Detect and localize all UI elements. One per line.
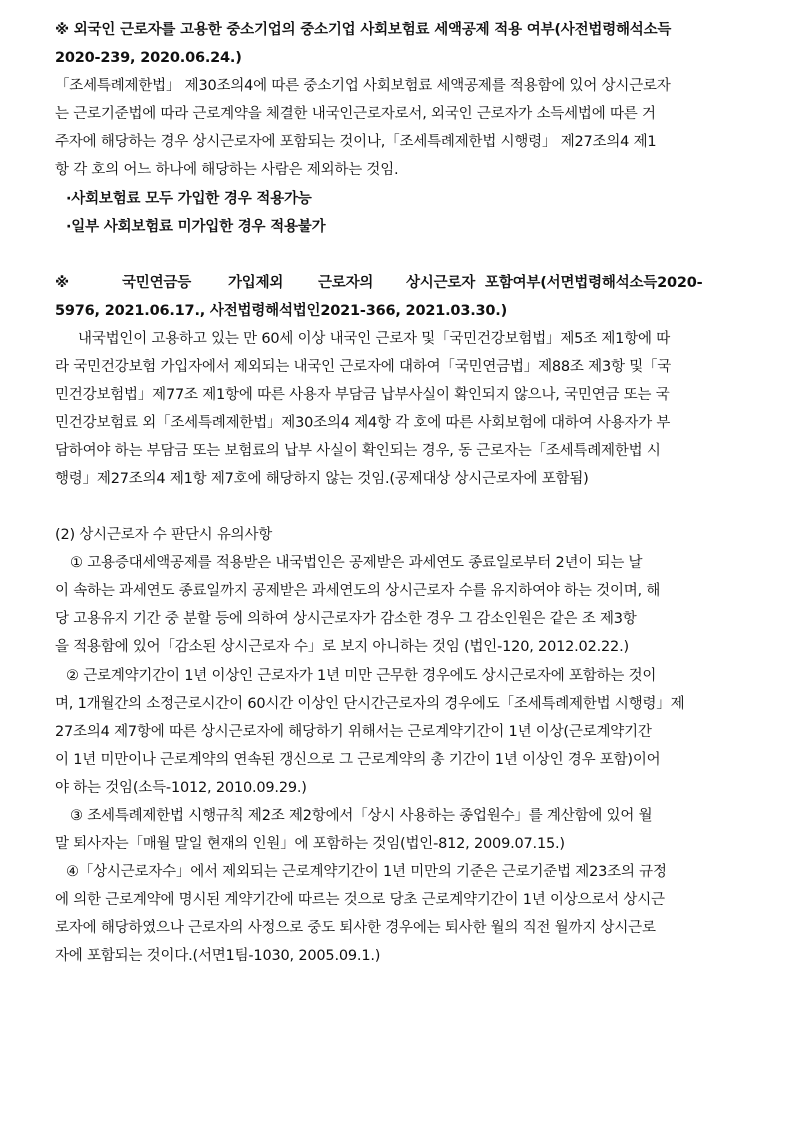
section2-heading-line-2: 5976, 2021.06.17., 사전법령해석법인2021-366, 2021.03.30.) [55,303,508,319]
section2-body-line-4: 민건강보험료 외「조세특례제한법」제30조의4 제4항 각 호에 따른 사회보험에 대하여 사용자가 부 [55,415,671,431]
section2-body-line-5: 담하여야 하는 부담금 또는 보험료의 납부 사실이 확인되는 경우, 동 근로자는「조세특례제한법 시 [55,443,661,459]
item1-line-2: 이 속하는 과세연도 종료일까지 공제받은 과세연도의 상시근로자 수를 유지하여야 하는 것이며, 해 [55,583,661,599]
section2-body-line-3: 민건강보험법」제77조 제1항에 따른 사용자 부담금 납부사실이 확인되지 않으나, 국민연금 또는 국 [55,387,670,403]
section1-body-line-3: 주자에 해당하는 경우 상시근로자에 포함되는 것이나,「조세특례제한법 시행령」 제27조의4 제1 [55,134,657,150]
item2-line-2: 며, 1개월간의 소정근로시간이 60시간 이상인 단시간근로자의 경우에도「조세특례제한법 시행령」제 [55,696,685,712]
item2-line-1: ② 근로계약기간이 1년 이상인 근로자가 1년 미만 근무한 경우에도 상시근로자에 포함하는 것이 [66,668,657,684]
section3-heading: (2) 상시근로자 수 판단시 유의사항 [55,527,273,543]
item4-line-4: 자에 포함되는 것이다.(서면1팀-1030, 2005.09.1.) [55,948,381,964]
section1-body-line-2: 는 근로기준법에 따라 근로계약을 체결한 내국인근로자로서, 외국인 근로자가 소득세법에 따른 거 [55,106,656,122]
item4-line-1: ④「상시근로자수」에서 제외되는 근로계약기간이 1년 미만의 기준은 근로기준법 제23조의 규정 [66,864,667,880]
item1-line-1: ① 고용증대세액공제를 적용받은 내국법인은 공제받은 과세연도 종료일로부터 2년이 되는 날 [70,555,643,571]
item1-line-4: 을 적용함에 있어「감소된 상시근로자 수」로 보지 아니하는 것임 (법인-120, 2012.02.22.) [55,639,629,655]
section1-heading-line-1: ※ 외국인 근로자를 고용한 중소기업의 중소기업 사회보험료 세액공제 적용 여부(사전법령해석소득 [55,22,672,38]
section1-body-line-1: 「조세특례제한법」 제30조의4에 따른 중소기업 사회보험료 세액공제를 적용함에 있어 상시근로자 [55,78,671,94]
section2-body-line-2: 라 국민건강보험 가입자에서 제외되는 내국인 근로자에 대하여「국민연금법」제88조 제3항 및「국 [55,359,672,375]
section2-heading-word-2: 가입제외 [228,275,284,291]
section2-heading-word-4: 상시근로자 [406,275,476,291]
item3-line-2: 말 퇴사자는「매월 말일 현재의 인원」에 포함하는 것임(법인-812, 2009.07.15.) [55,836,565,852]
section1-body-line-4: 항 각 호의 어느 하나에 해당하는 사람은 제외하는 것임. [55,162,399,178]
item2-line-3: 27조의4 제7항에 따른 상시근로자에 해당하기 위해서는 근로계약기간이 1년 이상(근로계약기간 [55,724,652,740]
item4-line-2: 에 의한 근로계약에 명시된 계약기간에 따르는 것으로 당초 근로계약기간이 1년 이상으로서 상시근 [55,892,665,908]
item1-line-3: 당 고용유지 기간 중 분할 등에 의하여 상시근로자가 감소한 경우 그 감소인원은 같은 조 제3항 [55,611,637,627]
section2-body-line-6: 행령」제27조의4 제1항 제7호에 해당하지 않는 것임.(공제대상 상시근로자에 포함됨) [55,471,589,487]
section2-heading-mark: ※ [55,275,69,291]
section2-heading-word-3: 근로자의 [318,275,374,291]
section1-heading-line-2: 2020-239, 2020.06.24.) [55,50,242,66]
item2-line-5: 야 하는 것임(소득-1012, 2010.09.29.) [55,780,307,796]
item4-line-3: 로자에 해당하였으나 근로자의 사정으로 중도 퇴사한 경우에는 퇴사한 월의 직전 월까지 상시근로 [55,920,656,936]
item3-line-1: ③ 조세특례제한법 시행규칙 제2조 제2항에서「상시 사용하는 종업원수」를 계산함에 있어 월 [70,808,653,824]
section2-body-line-1: 내국법인이 고용하고 있는 만 60세 이상 내국인 근로자 및「국민건강보험법」제5조 제1항에 따 [78,331,671,347]
section1-bullet-2: ·일부 사회보험료 미가입한 경우 적용불가 [66,219,326,235]
section1-bullet-1: ·사회보험료 모두 가입한 경우 적용가능 [66,191,312,207]
item2-line-4: 이 1년 미만이나 근로계약의 연속된 갱신으로 그 근로계약의 총 기간이 1년 이상인 경우 포함)이어 [55,752,661,768]
section2-heading-word-5: 포함여부(서면법령해석소득2020- [485,275,703,291]
section2-heading-word-1: 국민연금등 [122,275,192,291]
